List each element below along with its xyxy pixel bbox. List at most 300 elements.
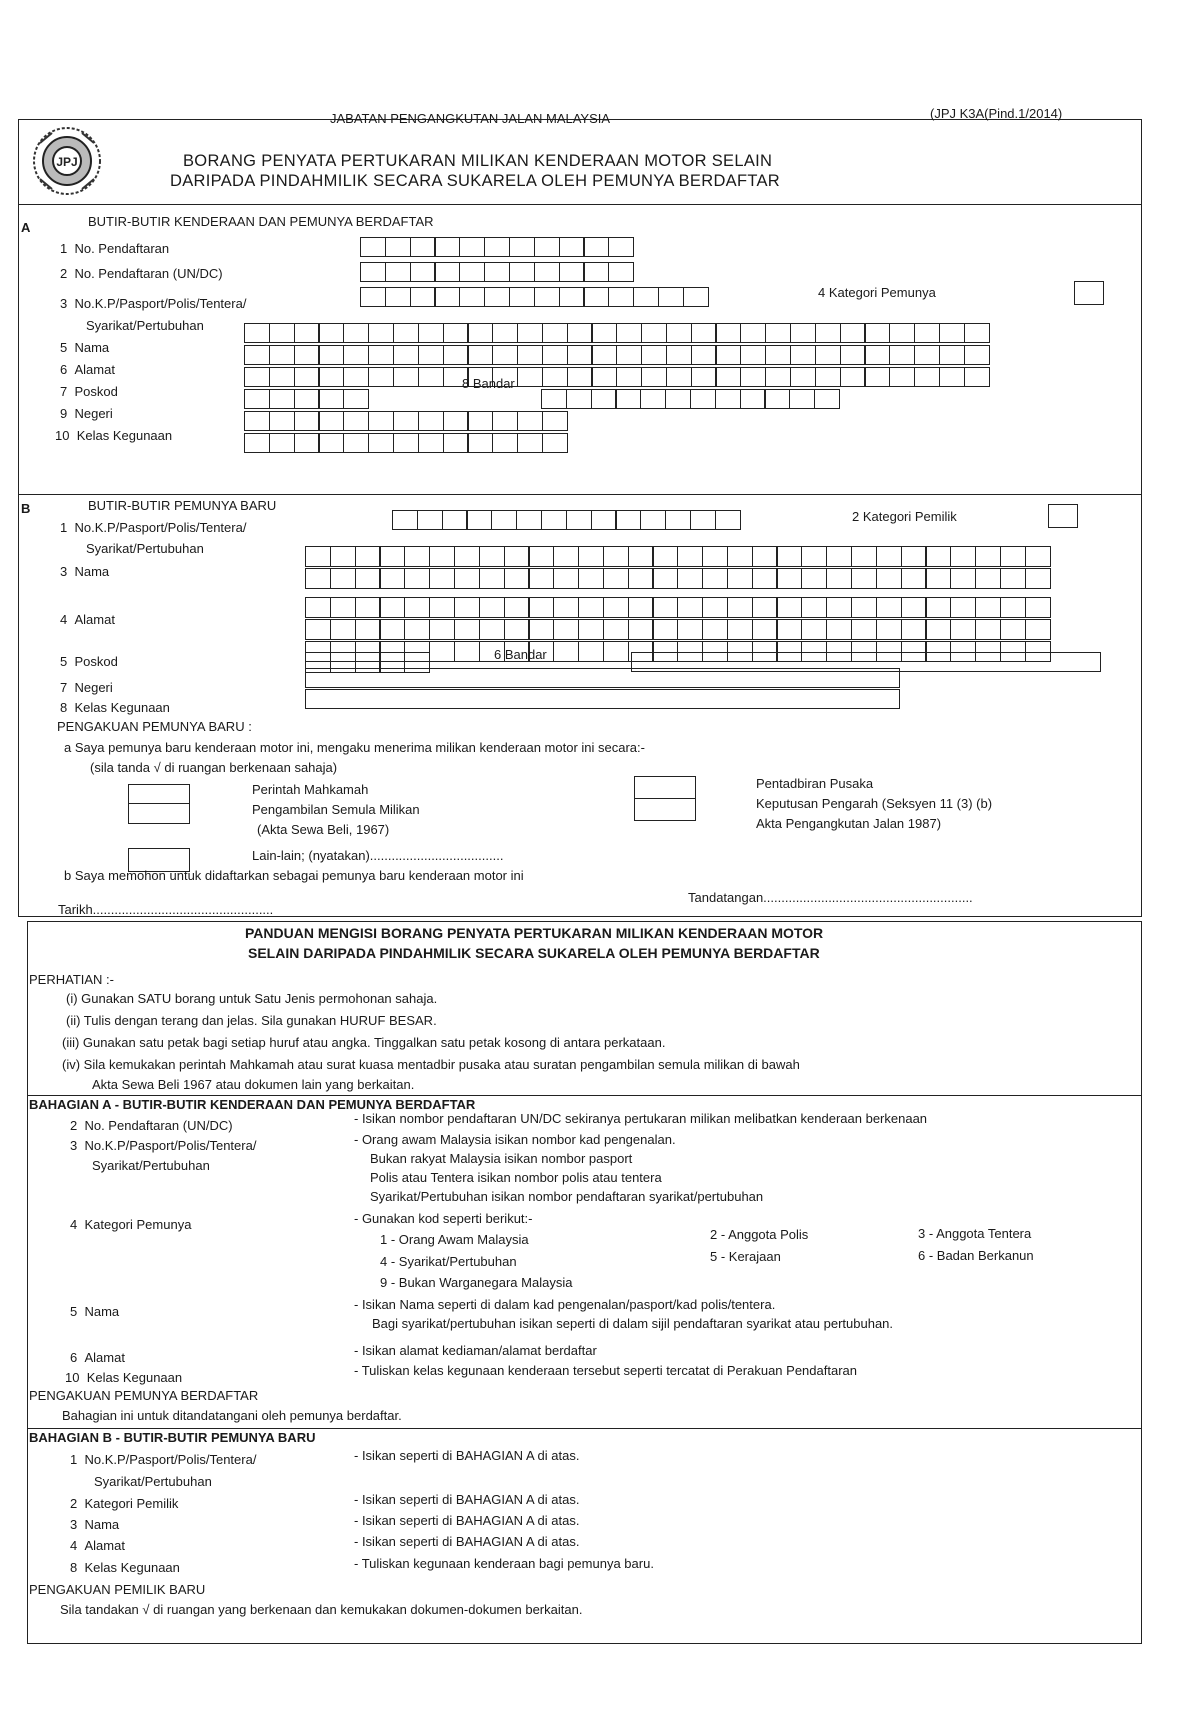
char-box[interactable] [294, 367, 320, 387]
char-box[interactable] [652, 619, 678, 640]
char-box[interactable] [752, 597, 778, 618]
char-box[interactable] [727, 619, 753, 640]
char-box[interactable] [355, 568, 381, 589]
char-box[interactable] [459, 287, 485, 307]
char-box[interactable] [964, 323, 990, 343]
char-box[interactable] [492, 411, 518, 431]
char-box[interactable] [765, 367, 791, 387]
char-box[interactable] [776, 568, 802, 589]
char-box[interactable] [454, 641, 480, 662]
char-box[interactable] [484, 237, 510, 257]
char-box[interactable] [343, 389, 369, 409]
char-box[interactable] [677, 619, 703, 640]
char-box[interactable] [355, 597, 381, 618]
char-box[interactable] [368, 411, 394, 431]
char-box[interactable] [851, 568, 877, 589]
char-box[interactable] [541, 510, 567, 530]
char-box[interactable] [393, 411, 419, 431]
char-box[interactable] [876, 546, 902, 567]
char-box[interactable] [360, 237, 386, 257]
char-box[interactable] [318, 323, 344, 343]
char-box[interactable] [826, 568, 852, 589]
char-box[interactable] [393, 433, 419, 453]
char-box[interactable] [826, 619, 852, 640]
char-box[interactable] [628, 546, 654, 567]
char-box[interactable] [343, 345, 369, 365]
char-box[interactable] [418, 411, 444, 431]
char-box[interactable] [269, 323, 295, 343]
char-box[interactable] [429, 568, 455, 589]
char-box[interactable] [517, 411, 543, 431]
char-box[interactable] [603, 568, 629, 589]
char-box[interactable] [491, 510, 517, 530]
char-box[interactable] [665, 389, 691, 409]
char-box[interactable] [608, 287, 634, 307]
char-box[interactable] [1000, 619, 1026, 640]
char-box[interactable] [517, 367, 543, 387]
b8-kelas-field[interactable] [305, 689, 900, 709]
a7-poskod-boxes[interactable] [244, 389, 368, 409]
char-box[interactable] [864, 323, 890, 343]
char-box[interactable] [690, 510, 716, 530]
char-box[interactable] [801, 568, 827, 589]
char-box[interactable] [305, 546, 331, 567]
char-box[interactable] [826, 597, 852, 618]
char-box[interactable] [752, 546, 778, 567]
char-box[interactable] [740, 389, 766, 409]
char-box[interactable] [454, 619, 480, 640]
char-box[interactable] [269, 411, 295, 431]
char-box[interactable] [1000, 597, 1026, 618]
char-box[interactable] [459, 262, 485, 282]
char-box[interactable] [404, 619, 430, 640]
char-box[interactable] [379, 546, 405, 567]
char-box[interactable] [355, 546, 381, 567]
char-box[interactable] [368, 345, 394, 365]
char-box[interactable] [815, 367, 841, 387]
char-box[interactable] [553, 568, 579, 589]
char-box[interactable] [939, 367, 965, 387]
char-box[interactable] [504, 597, 530, 618]
char-box[interactable] [305, 568, 331, 589]
char-box[interactable] [815, 345, 841, 365]
char-box[interactable] [466, 510, 492, 530]
char-box[interactable] [553, 641, 579, 662]
char-box[interactable] [677, 597, 703, 618]
char-box[interactable] [658, 287, 684, 307]
char-box[interactable] [652, 546, 678, 567]
char-box[interactable] [244, 433, 270, 453]
tandatangan-field[interactable]: Tandatangan.......................................................... [688, 890, 973, 905]
char-box[interactable] [702, 597, 728, 618]
char-box[interactable] [727, 568, 753, 589]
char-box[interactable] [404, 597, 430, 618]
char-box[interactable] [360, 262, 386, 282]
char-box[interactable] [616, 323, 642, 343]
char-box[interactable] [925, 546, 951, 567]
char-box[interactable] [578, 619, 604, 640]
char-box[interactable] [269, 389, 295, 409]
char-box[interactable] [393, 345, 419, 365]
char-box[interactable] [876, 568, 902, 589]
char-box[interactable] [715, 323, 741, 343]
char-box[interactable] [640, 389, 666, 409]
char-box[interactable] [484, 287, 510, 307]
a8-bandar-boxes[interactable] [541, 389, 839, 409]
char-box[interactable] [801, 597, 827, 618]
char-box[interactable] [479, 546, 505, 567]
char-box[interactable] [559, 262, 585, 282]
char-box[interactable] [975, 546, 1001, 567]
char-box[interactable] [583, 262, 609, 282]
char-box[interactable] [244, 411, 270, 431]
char-box[interactable] [294, 389, 320, 409]
b1-id-boxes[interactable] [392, 510, 739, 530]
char-box[interactable] [385, 262, 411, 282]
char-box[interactable] [925, 568, 951, 589]
char-box[interactable] [330, 546, 356, 567]
a10-kelas-boxes[interactable] [244, 433, 567, 453]
char-box[interactable] [914, 323, 940, 343]
char-box[interactable] [418, 345, 444, 365]
char-box[interactable] [1025, 597, 1051, 618]
char-box[interactable] [534, 262, 560, 282]
a1-no-pendaftaran-boxes[interactable] [360, 237, 633, 257]
char-box[interactable] [950, 546, 976, 567]
char-box[interactable] [615, 510, 641, 530]
char-box[interactable] [429, 619, 455, 640]
char-box[interactable] [443, 433, 469, 453]
char-box[interactable] [467, 433, 493, 453]
char-box[interactable] [603, 597, 629, 618]
char-box[interactable] [434, 262, 460, 282]
char-box[interactable] [889, 323, 915, 343]
char-box[interactable] [876, 619, 902, 640]
char-box[interactable] [776, 597, 802, 618]
char-box[interactable] [534, 237, 560, 257]
char-box[interactable] [467, 411, 493, 431]
char-box[interactable] [1025, 619, 1051, 640]
char-box[interactable] [379, 597, 405, 618]
char-box[interactable] [677, 568, 703, 589]
char-box[interactable] [603, 546, 629, 567]
char-box[interactable] [641, 367, 667, 387]
char-box[interactable] [901, 568, 927, 589]
a4-kategori-box[interactable] [1074, 281, 1104, 305]
char-box[interactable] [385, 237, 411, 257]
char-box[interactable] [434, 237, 460, 257]
char-box[interactable] [752, 619, 778, 640]
char-box[interactable] [683, 287, 709, 307]
char-box[interactable] [914, 367, 940, 387]
char-box[interactable] [740, 345, 766, 365]
char-box[interactable] [790, 367, 816, 387]
char-box[interactable] [318, 433, 344, 453]
char-box[interactable] [418, 323, 444, 343]
char-box[interactable] [950, 619, 976, 640]
char-box[interactable] [343, 411, 369, 431]
char-box[interactable] [566, 510, 592, 530]
char-box[interactable] [727, 597, 753, 618]
char-box[interactable] [925, 619, 951, 640]
char-box[interactable] [914, 345, 940, 365]
char-box[interactable] [404, 546, 430, 567]
char-box[interactable] [294, 345, 320, 365]
char-box[interactable] [764, 389, 790, 409]
char-box[interactable] [633, 287, 659, 307]
char-box[interactable] [801, 546, 827, 567]
char-box[interactable] [542, 367, 568, 387]
char-box[interactable] [876, 597, 902, 618]
char-box[interactable] [591, 510, 617, 530]
char-box[interactable] [691, 323, 717, 343]
char-box[interactable] [553, 597, 579, 618]
char-box[interactable] [541, 389, 567, 409]
char-box[interactable] [318, 367, 344, 387]
char-box[interactable] [901, 546, 927, 567]
a9-negeri-boxes[interactable] [244, 411, 567, 431]
char-box[interactable] [318, 411, 344, 431]
char-box[interactable] [534, 287, 560, 307]
char-box[interactable] [591, 323, 617, 343]
char-box[interactable] [752, 568, 778, 589]
b3-nama-boxes-2[interactable] [305, 568, 1049, 588]
char-box[interactable] [608, 237, 634, 257]
char-box[interactable] [528, 568, 554, 589]
char-box[interactable] [628, 568, 654, 589]
char-box[interactable] [434, 287, 460, 307]
char-box[interactable] [305, 619, 331, 640]
char-box[interactable] [702, 619, 728, 640]
char-box[interactable] [509, 262, 535, 282]
char-box[interactable] [628, 619, 654, 640]
char-box[interactable] [479, 597, 505, 618]
char-box[interactable] [269, 345, 295, 365]
b3-nama-boxes-1[interactable] [305, 546, 1049, 566]
char-box[interactable] [690, 389, 716, 409]
char-box[interactable] [517, 345, 543, 365]
char-box[interactable] [765, 323, 791, 343]
char-box[interactable] [553, 546, 579, 567]
char-box[interactable] [542, 411, 568, 431]
char-box[interactable] [715, 389, 741, 409]
char-box[interactable] [578, 641, 604, 662]
a6-alamat-boxes-2[interactable] [244, 367, 988, 387]
char-box[interactable] [429, 641, 455, 662]
char-box[interactable] [583, 237, 609, 257]
char-box[interactable] [608, 262, 634, 282]
char-box[interactable] [454, 546, 480, 567]
b2-kategori-box[interactable] [1048, 504, 1078, 528]
char-box[interactable] [740, 367, 766, 387]
char-box[interactable] [615, 389, 641, 409]
char-box[interactable] [740, 323, 766, 343]
char-box[interactable] [360, 287, 386, 307]
char-box[interactable] [702, 568, 728, 589]
char-box[interactable] [443, 345, 469, 365]
char-box[interactable] [467, 345, 493, 365]
char-box[interactable] [368, 323, 394, 343]
char-box[interactable] [765, 345, 791, 365]
char-box[interactable] [404, 568, 430, 589]
char-box[interactable] [851, 597, 877, 618]
char-box[interactable] [442, 510, 468, 530]
char-box[interactable] [479, 568, 505, 589]
char-box[interactable] [815, 323, 841, 343]
char-box[interactable] [790, 323, 816, 343]
char-box[interactable] [504, 568, 530, 589]
char-box[interactable] [410, 237, 436, 257]
char-box[interactable] [294, 323, 320, 343]
char-box[interactable] [616, 345, 642, 365]
char-box[interactable] [567, 345, 593, 365]
char-box[interactable] [666, 323, 692, 343]
char-box[interactable] [578, 546, 604, 567]
char-box[interactable] [652, 597, 678, 618]
b4-alamat-boxes-2[interactable] [305, 619, 1049, 639]
char-box[interactable] [318, 345, 344, 365]
a3-id-boxes[interactable] [360, 287, 707, 307]
char-box[interactable] [1025, 568, 1051, 589]
char-box[interactable] [591, 389, 617, 409]
char-box[interactable] [392, 510, 418, 530]
char-box[interactable] [939, 345, 965, 365]
char-box[interactable] [840, 345, 866, 365]
char-box[interactable] [567, 323, 593, 343]
char-box[interactable] [1000, 568, 1026, 589]
char-box[interactable] [559, 237, 585, 257]
char-box[interactable] [790, 345, 816, 365]
char-box[interactable] [459, 237, 485, 257]
char-box[interactable] [484, 262, 510, 282]
char-box[interactable] [975, 619, 1001, 640]
char-box[interactable] [864, 345, 890, 365]
char-box[interactable] [516, 510, 542, 530]
char-box[interactable] [542, 323, 568, 343]
char-box[interactable] [975, 568, 1001, 589]
opt-mahkamah-checkbox[interactable] [128, 784, 190, 824]
char-box[interactable] [691, 345, 717, 365]
char-box[interactable] [542, 433, 568, 453]
char-box[interactable] [528, 597, 554, 618]
char-box[interactable] [330, 568, 356, 589]
char-box[interactable] [964, 345, 990, 365]
char-box[interactable] [509, 237, 535, 257]
char-box[interactable] [504, 546, 530, 567]
char-box[interactable] [964, 367, 990, 387]
char-box[interactable] [528, 546, 554, 567]
char-box[interactable] [244, 345, 270, 365]
char-box[interactable] [385, 287, 411, 307]
char-box[interactable] [305, 597, 331, 618]
char-box[interactable] [479, 619, 505, 640]
char-box[interactable] [330, 619, 356, 640]
char-box[interactable] [343, 367, 369, 387]
char-box[interactable] [591, 345, 617, 365]
char-box[interactable] [776, 546, 802, 567]
char-box[interactable] [410, 262, 436, 282]
char-box[interactable] [591, 367, 617, 387]
char-box[interactable] [368, 433, 394, 453]
char-box[interactable] [789, 389, 815, 409]
char-box[interactable] [801, 619, 827, 640]
char-box[interactable] [975, 597, 1001, 618]
char-box[interactable] [343, 433, 369, 453]
char-box[interactable] [454, 568, 480, 589]
char-box[interactable] [640, 510, 666, 530]
b7-negeri-field[interactable] [305, 668, 900, 688]
char-box[interactable] [840, 323, 866, 343]
char-box[interactable] [443, 323, 469, 343]
char-box[interactable] [454, 597, 480, 618]
char-box[interactable] [925, 597, 951, 618]
char-box[interactable] [603, 641, 629, 662]
char-box[interactable] [666, 345, 692, 365]
char-box[interactable] [578, 597, 604, 618]
char-box[interactable] [840, 367, 866, 387]
char-box[interactable] [864, 367, 890, 387]
char-box[interactable] [814, 389, 840, 409]
char-box[interactable] [355, 619, 381, 640]
char-box[interactable] [393, 367, 419, 387]
char-box[interactable] [528, 619, 554, 640]
char-box[interactable] [665, 510, 691, 530]
char-box[interactable] [244, 367, 270, 387]
char-box[interactable] [677, 546, 703, 567]
a6-alamat-boxes-1[interactable] [244, 345, 988, 365]
char-box[interactable] [628, 597, 654, 618]
char-box[interactable] [559, 287, 585, 307]
char-box[interactable] [950, 568, 976, 589]
char-box[interactable] [616, 367, 642, 387]
char-box[interactable] [652, 568, 678, 589]
char-box[interactable] [715, 510, 741, 530]
char-box[interactable] [492, 323, 518, 343]
char-box[interactable] [901, 597, 927, 618]
char-box[interactable] [244, 389, 270, 409]
char-box[interactable] [393, 323, 419, 343]
char-box[interactable] [566, 389, 592, 409]
char-box[interactable] [492, 345, 518, 365]
char-box[interactable] [950, 597, 976, 618]
char-box[interactable] [553, 619, 579, 640]
char-box[interactable] [517, 433, 543, 453]
char-box[interactable] [343, 323, 369, 343]
char-box[interactable] [509, 287, 535, 307]
char-box[interactable] [641, 323, 667, 343]
char-box[interactable] [418, 433, 444, 453]
char-box[interactable] [294, 411, 320, 431]
char-box[interactable] [1000, 546, 1026, 567]
char-box[interactable] [318, 389, 344, 409]
char-box[interactable] [269, 367, 295, 387]
char-box[interactable] [641, 345, 667, 365]
char-box[interactable] [417, 510, 443, 530]
char-box[interactable] [429, 597, 455, 618]
char-box[interactable] [776, 619, 802, 640]
char-box[interactable] [492, 433, 518, 453]
char-box[interactable] [269, 433, 295, 453]
char-box[interactable] [443, 411, 469, 431]
char-box[interactable] [418, 367, 444, 387]
char-box[interactable] [727, 546, 753, 567]
char-box[interactable] [504, 619, 530, 640]
char-box[interactable] [1025, 546, 1051, 567]
char-box[interactable] [939, 323, 965, 343]
char-box[interactable] [691, 367, 717, 387]
a2-no-undc-boxes[interactable] [360, 262, 633, 282]
char-box[interactable] [578, 568, 604, 589]
